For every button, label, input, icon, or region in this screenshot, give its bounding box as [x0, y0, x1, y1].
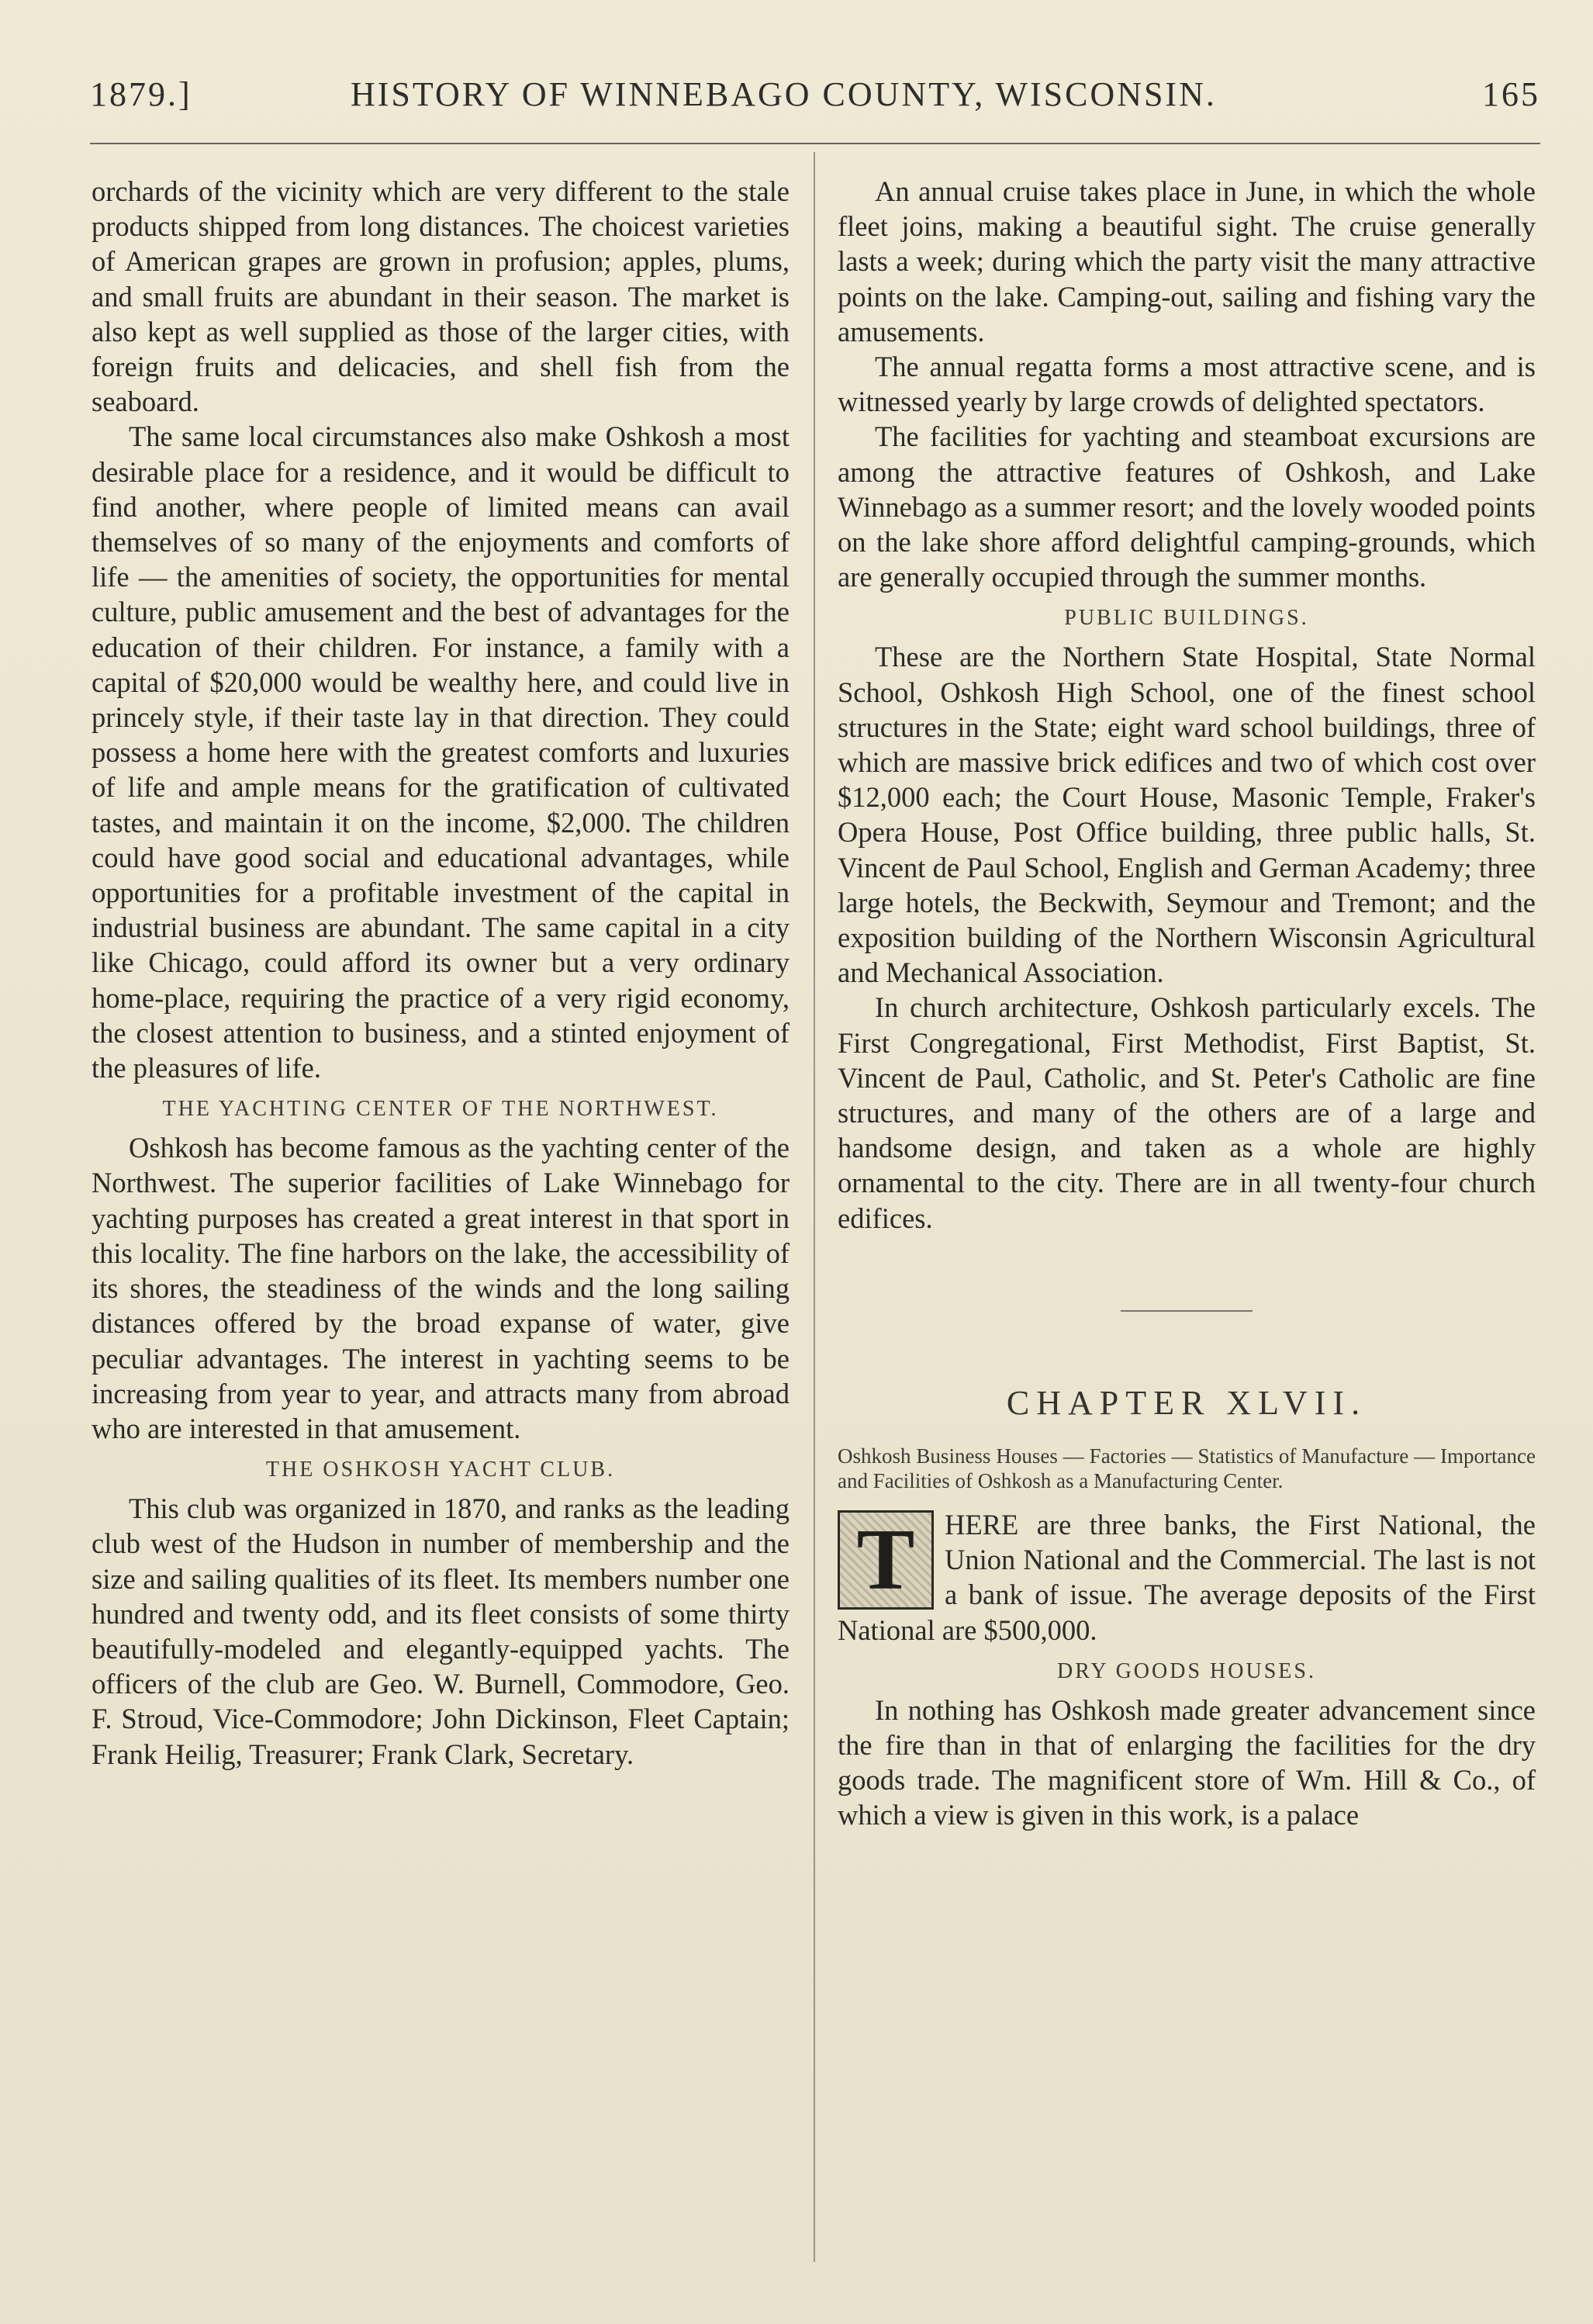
paragraph-banks: HERE are three banks, the First National, the Union National and the Commercial. The last is not a bank of issue. The average deposits of the First National are $500,000. — [838, 1508, 1536, 1646]
heading-yacht-club: THE OSHKOSH YACHT CLUB. — [265, 1458, 616, 1482]
column-divider — [814, 152, 815, 2262]
chapter-title: CHAPTER XLVII. — [1006, 1383, 1367, 1422]
paragraph-facilities: The facilities for yachting and steamboat excursions are among the attractive features of Oshkosh, and Lake Winnebago as a summer resort; and the lovely wooded points on the lake shore afford delightful camping-grounds, which are generally occupied through the summer months. — [838, 420, 1536, 593]
heading-dry-goods: DRY GOODS HOUSES. — [1057, 1658, 1316, 1683]
paragraph-orchards: orchards of the vicinity which are very different to the stale products shipped from long distances. The choicest varieties of American grapes are grown in profusion; apples, plums, and small fruits are abundant in their season. The market is also kept as well supplied as those of the larger cities, with foreign fruits and delicacies, and shell fish from the seaboard. — [92, 175, 790, 418]
dropcap-letter: T — [856, 1511, 915, 1608]
header-title: HISTORY OF WINNEBAGO COUNTY, WISCONSIN. — [351, 75, 1217, 113]
paragraph-yacht-club: This club was organized in 1870, and ranks as the leading club west of the Hudson in number of membership and the size and sailing qualities of its fleet. Its members number one hundred and twenty odd, and its fleet consists of some thirty beautifully-modeled and elegantly-equipped yachts. The officers of the club are Geo. W. Burnell, Commodore, Geo. F. Stroud, Vice-Commodore; John Dickinson, Fleet Captain; Frank Heilig, Treasurer; Frank Clark, Secretary. — [92, 1492, 790, 1770]
paragraph-residence: The same local circumstances also make Oshkosh a most desirable place for a residence, and it would be difficult to find another, where people of limited means can avail themselves of so many of the enjoyments and comforts of life — the amenities of society, the opportunities for mental culture, public amusement and the best of advantages for the education of their children. For instance, a family with a capital of $20,000 would be wealthy here, and could live in princely style, if their taste lay in that direction. They could possess a home here with the greatest comforts and luxuries of life and ample means for the gratification of cultivated tastes, and maintain it on the income, $2,000. The children could have good social and educational advantages, while opportunities for a profitable investment of the capital in industrial business are abundant. The same capital in a city like Chicago, could afford its owner but a very ordinary home-place, requiring the practice of a very rigid economy, the closest attention to business, and a stinted enjoyment of the pleasures of life. — [92, 420, 790, 1084]
banks-block — [838, 1507, 1536, 1648]
paragraph-cruise: An annual cruise takes place in June, in which the whole fleet joins, making a beautiful sight. The cruise generally lasts a week; during which the party visit the many attractive points on the lake. Camping-out, sailing and fishing vary the amusements. — [838, 175, 1536, 348]
header-year: 1879.] — [90, 75, 192, 113]
left-column — [92, 174, 790, 1772]
section-separator — [1121, 1310, 1253, 1312]
paragraph-dry-goods: In nothing has Oshkosh made greater advancement since the fire than in that of enlarging the facilities for the dry goods trade. The magnificent store of Wm. Hill & Co., of which a view is given in this work, is a palace — [838, 1693, 1536, 1831]
heading-public-buildings: PUBLIC BUILDINGS. — [1064, 606, 1309, 631]
paragraph-churches: In church architecture, Oshkosh particularly excels. The First Congregational, First Methodist, First Baptist, St. Vincent de Paul, Catholic, and St. Peter's Catholic are fine structures, and many of the others are of a large and handsome design, and taken as a whole are highly ornamental to the city. There are in all twenty-four church edifices. — [838, 991, 1536, 1234]
page-number: 165 — [1482, 75, 1540, 113]
ornamental-dropcap — [838, 1510, 934, 1610]
paragraph-yachting: Oshkosh has become famous as the yachting center of the Northwest. The superior facilities of Lake Winnebago for yachting purposes has created a great interest in that sport in this locality. The fine harbors on the lake, the accessibility of its shores, the steadiness of the winds and the long sailing distances offered by the broad expanse of water, give peculiar advantages. The interest in yachting seems to be increasing from year to year, and attracts many from abroad who are interested in that amusement. — [92, 1132, 790, 1444]
header-rule — [90, 143, 1540, 144]
paragraph-regatta: The annual regatta forms a most attractive scene, and is witnessed yearly by large crowds of delighted spectators. — [838, 351, 1536, 418]
paragraph-public-buildings: These are the Northern State Hospital, State Normal School, Oshkosh High School, one of the finest school structures in the State; eight ward school buildings, three of which are massive brick edifices and two of which cost over $12,000 each; the Court House, Masonic Temple, Fraker's Opera House, Post Office building, three public halls, St. Vincent de Paul School, English and German Academy; three large hotels, the Beckwith, Seymour and Tremont; and the exposition building of the Northern Wisconsin Agricultural and Mechanical Association. — [838, 641, 1536, 989]
right-column — [838, 174, 1536, 1833]
running-head — [90, 74, 1540, 121]
chapter-synopsis: Oshkosh Business Houses — Factories — Statistics of Manufacture — Importance and Facilities of Oshkosh as a Manufacturing Center. — [838, 1444, 1536, 1492]
heading-yachting-center: THE YACHTING CENTER OF THE NORTHWEST. — [162, 1097, 719, 1122]
